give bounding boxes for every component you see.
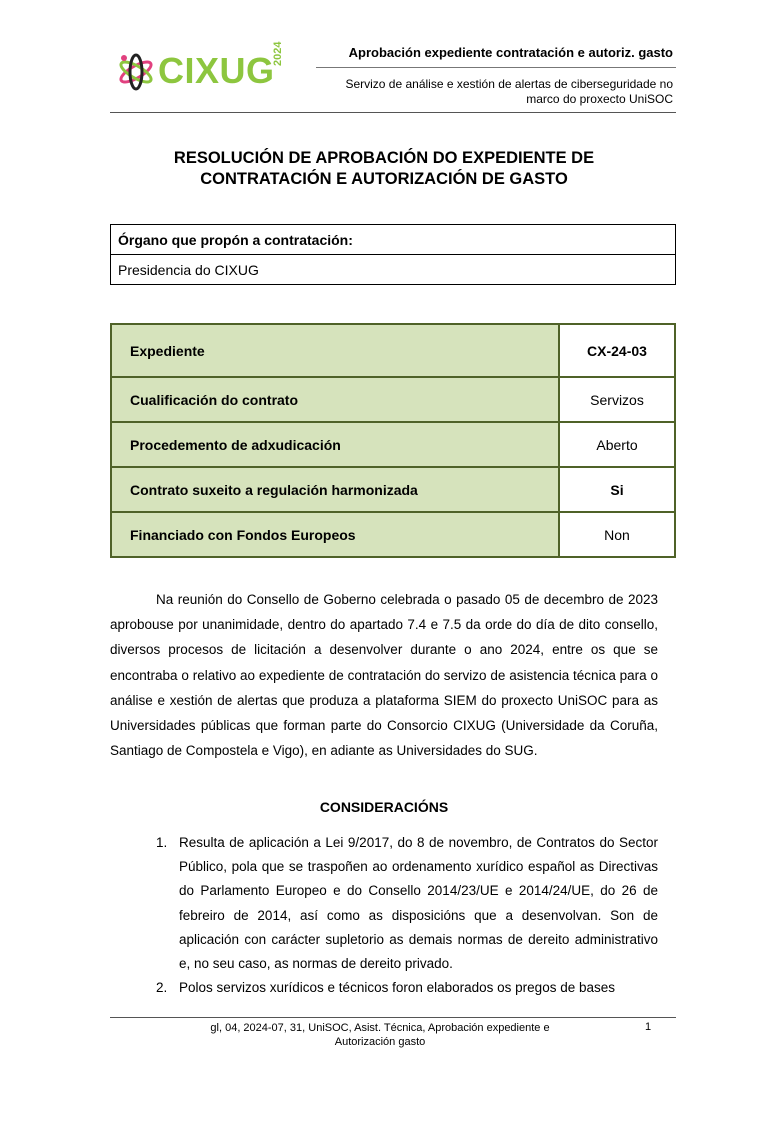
logo-wordmark: CIXUG xyxy=(158,50,275,91)
details-label: Financiado con Fondos Europeos xyxy=(111,512,559,557)
intro-paragraph: Na reunión do Consello de Goberno celebrada o pasado 05 de decembro de 2023 aprobouse por unanimidade, dentro do apartado 7.4 e 7.5 da orde do día de dito consello, diversos procesos de licitación a desenvolver durante o ano 2024, entre os que se encontraba o relativo ao expediente de contratación do servizo de asistencia técnica para o análise e xestión de alertas que produza a plataforma SIEM do proxecto UniSOC para as Universidades públicas que forman parte do Consorcio CIXUG (Universidade da Coruña, Santiago de Compostela e Vigo), en adiante as Universidades do SUG. xyxy=(110,592,658,759)
section-heading: CONSIDERACIÓNS xyxy=(319,799,449,815)
table-row xyxy=(111,512,675,557)
document-title xyxy=(110,148,658,190)
organ-table-header: Órgano que propón a contratación: xyxy=(111,225,676,255)
header-divider xyxy=(316,67,676,68)
details-label: Contrato suxeito a regulación harmonizada xyxy=(111,467,559,512)
list-item-number: 2. xyxy=(156,980,168,996)
details-label: Expediente xyxy=(111,324,559,377)
organ-table-value: Presidencia do CIXUG xyxy=(111,255,676,285)
list-item-text: Resulta de aplicación a Lei 9/2017, do 8 de novembro, de Contratos do Sector Público, pola que se traspoñen ao ordenamento xurídico español as Directivas do Parlamento Europeo e do Consello 2014/23/UE e 2014/24/UE, do 26 de febreiro de 2014, así como as disposicións que a desenvolvan. Son de aplicación con carácter supletorio as demais normas de dereito administrativo e, no seu caso, as normas de dereito privado. xyxy=(179,835,658,972)
list-item xyxy=(110,831,658,976)
document-title-line1: RESOLUCIÓN DE APROBACIÓN DO EXPEDIENTE DE xyxy=(173,149,595,167)
details-label: Cualificación do contrato xyxy=(111,377,559,422)
table-row xyxy=(111,377,675,422)
details-label: Procedemento de adxudicación xyxy=(111,422,559,467)
footer-text xyxy=(160,1021,600,1049)
table-row xyxy=(111,422,675,467)
details-table xyxy=(110,323,676,558)
details-value: Aberto xyxy=(559,422,675,467)
document-title-line2: CONTRATACIÓN E AUTORIZACIÓN DE GASTO xyxy=(200,170,568,188)
footer-rule xyxy=(110,1017,676,1018)
list-item-text: Polos servizos xurídicos e técnicos foron elaborados os pregos de bases xyxy=(179,980,615,996)
list-item xyxy=(110,976,658,1000)
list-item-number: 1. xyxy=(156,835,168,850)
page-number: 1 xyxy=(645,1021,652,1033)
header-title: Aprobación expediente contratación e autoriz. gasto xyxy=(348,45,673,60)
header-subtitle-line2: marco do proxecto UniSOC xyxy=(526,92,673,106)
details-value: Non xyxy=(559,512,675,557)
details-value: CX-24-03 xyxy=(559,324,675,377)
footer-line2: Autorización gasto xyxy=(334,1036,426,1048)
footer-line1: gl, 04, 2024-07, 31, UniSOC, Asist. Técnica, Aprobación expediente e xyxy=(210,1022,550,1034)
table-row xyxy=(111,467,675,512)
table-row xyxy=(111,324,675,377)
header-subtitle xyxy=(303,77,673,107)
organ-table xyxy=(110,224,676,285)
considerations-list xyxy=(110,831,658,1000)
logo-year: 2024 xyxy=(272,41,284,66)
details-value: Servizos xyxy=(559,377,675,422)
header-subtitle-line1: Servizo de análise e xestión de alertas de ciberseguridade no xyxy=(345,77,673,91)
header-bottom-rule xyxy=(110,112,676,113)
details-value: Si xyxy=(559,467,675,512)
